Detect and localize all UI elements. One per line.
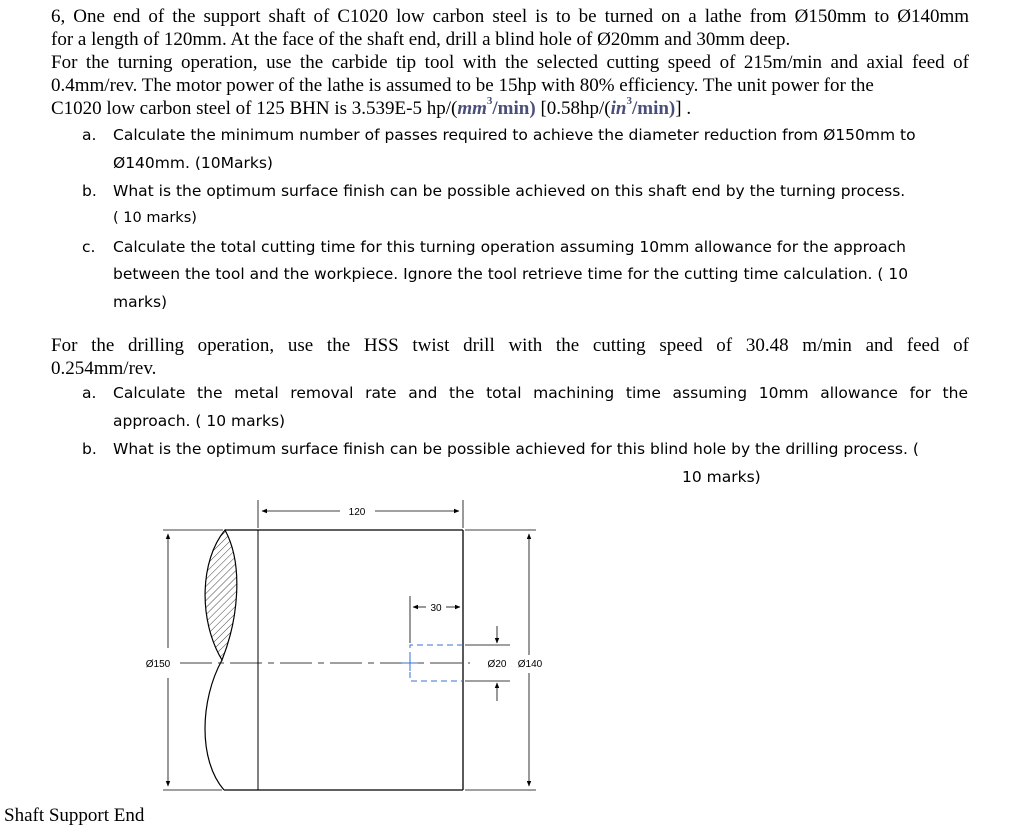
problem-line-4: 0.4mm/rev. The motor power of the lathe is assumed to be 15hp with 80% efficiency. The unit power for the bbox=[51, 75, 874, 96]
turning-c-line1: Calculate the total cutting time for this turning operation assuming 10mm allowance for the approach bbox=[113, 238, 906, 256]
unit2-rest: /min) bbox=[631, 98, 676, 119]
turning-a-line1: Calculate the minimum number of passes required to achieve the diameter reduction from Ø150mm to bbox=[113, 126, 916, 144]
unit1-base: mm bbox=[457, 98, 487, 119]
dim-20-label: Ø20 bbox=[487, 659, 507, 670]
problem-line-1: 6, One end of the support shaft of C1020 low carbon steel is to be turned on a lathe from Ø150mm to Ø140mm bbox=[51, 6, 969, 27]
problem-line-3: For the turning operation, use the carbide tip tool with the selected cutting speed of 215m/min and axial feed of bbox=[51, 52, 969, 73]
break-section-hatch bbox=[205, 530, 237, 660]
drilling-b-line2: 10 marks) bbox=[682, 468, 761, 486]
blind-hole-hidden-lines bbox=[410, 645, 463, 681]
turning-b-line1: What is the optimum surface finish can be possible achieved on this shaft end by the turning process. bbox=[113, 182, 906, 200]
break-line bbox=[205, 660, 224, 790]
unit-in3-min bbox=[610, 95, 676, 119]
problem-line-5-end: ] . bbox=[675, 98, 692, 119]
dim-30-label: 30 bbox=[430, 603, 442, 614]
dim-140-label: Ø140 bbox=[517, 659, 543, 670]
turning-c-label: c. bbox=[82, 238, 96, 256]
turning-c-line3: marks) bbox=[113, 293, 168, 311]
unit2-exp: 3 bbox=[626, 95, 632, 107]
drilling-intro-line2: 0.254mm/rev. bbox=[51, 358, 157, 379]
unit1-exp: 3 bbox=[486, 95, 493, 107]
drilling-intro bbox=[51, 334, 969, 380]
problem-line-2: for a length of 120mm. At the face of the shaft end, drill a blind hole of Ø20mm and 30mm deep. bbox=[51, 29, 791, 50]
unit2-base: in bbox=[610, 98, 627, 119]
unit-mm3-min bbox=[457, 95, 536, 119]
problem-statement bbox=[51, 5, 969, 120]
turning-b-label: b. bbox=[82, 182, 97, 200]
dim-150-label: Ø150 bbox=[145, 659, 171, 670]
turning-a-line2: Ø140mm. (10Marks) bbox=[113, 154, 273, 172]
turning-a-label: a. bbox=[82, 126, 97, 144]
drilling-intro-line1: For the drilling operation, use the HSS twist drill with the cutting speed of 30.48 m/min and feed of bbox=[51, 335, 969, 356]
unit1-rest: /min) bbox=[492, 98, 536, 119]
drilling-a-line2: approach. ( 10 marks) bbox=[113, 412, 286, 430]
problem-line-5-pre: C1020 low carbon steel of 125 BHN is 3.539E-5 hp/( bbox=[51, 98, 458, 119]
drilling-b-label: b. bbox=[82, 440, 97, 458]
drilling-a-line1: Calculate the metal removal rate and the total machining time assuming 10mm allowance for the bbox=[113, 384, 968, 402]
turning-b-line2: ( 10 marks) bbox=[113, 210, 197, 226]
figure-caption: Shaft Support End bbox=[4, 805, 145, 826]
drilling-a-label: a. bbox=[82, 384, 97, 402]
turning-c-line2: between the tool and the workpiece. Ignore the tool retrieve time for the cutting time calculation. ( 10 bbox=[113, 265, 909, 283]
dim-120-label: 120 bbox=[348, 507, 366, 518]
drilling-b-line1: What is the optimum surface finish can be possible achieved for this blind hole by the drilling process. ( bbox=[113, 440, 919, 458]
problem-line-5 bbox=[51, 97, 969, 120]
problem-line-5-mid: [0.58hp/( bbox=[535, 98, 611, 119]
